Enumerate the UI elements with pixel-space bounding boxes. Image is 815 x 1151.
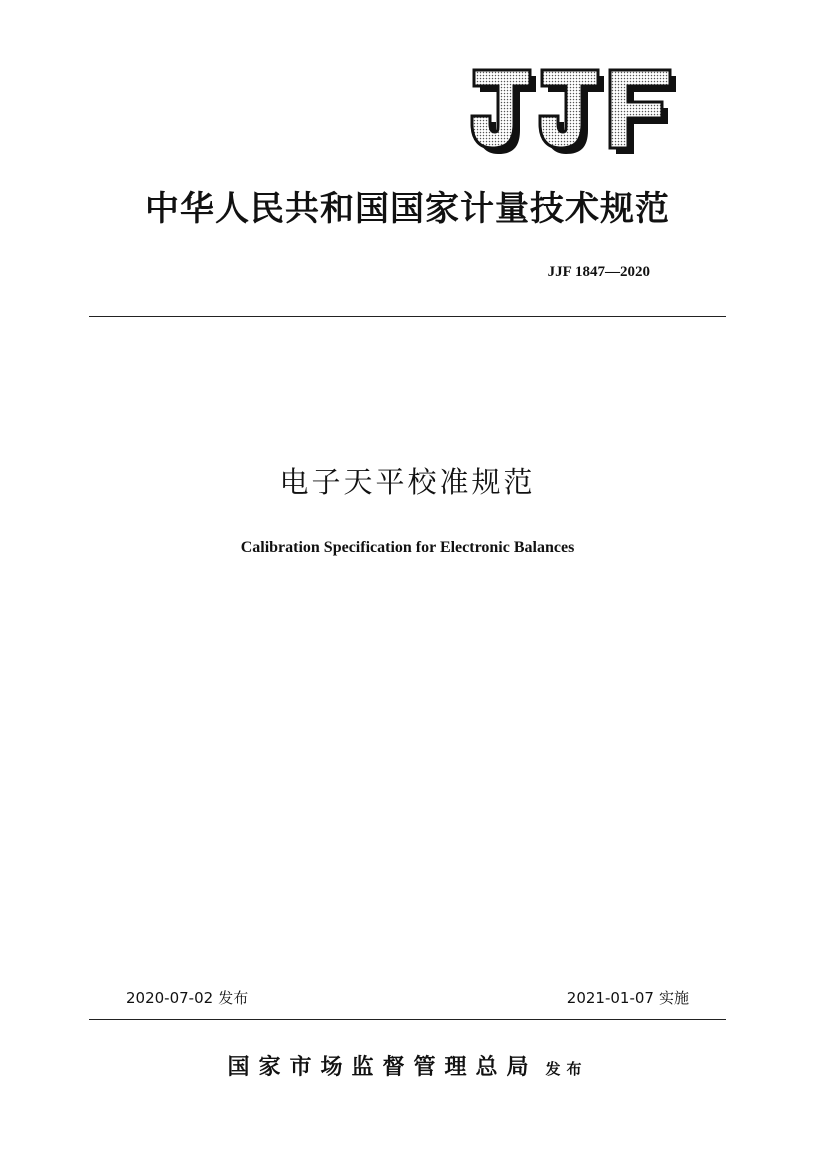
bottom-divider	[89, 1019, 726, 1020]
implement-label: 实施	[658, 989, 689, 1007]
implement-date: 2021-01-07	[566, 989, 654, 1007]
jjf-logo	[470, 68, 682, 156]
issue-date-line	[126, 987, 248, 1009]
document-title-zh: 电子天平校准规范	[279, 465, 536, 499]
issue-label: 发布	[218, 989, 249, 1007]
main-title: 中华人民共和国国家计量技术规范	[145, 189, 670, 229]
document-title-en: Calibration Specification for Electronic Balances	[240, 539, 575, 556]
issuer-name: 国家市场监督管理总局	[227, 1054, 538, 1080]
implement-date-line	[567, 987, 689, 1009]
issuer-line	[0, 1047, 815, 1089]
issue-date: 2020-07-02	[126, 989, 214, 1007]
issuer-action: 发布	[545, 1060, 588, 1078]
top-divider	[89, 316, 726, 317]
standard-code: JJF 1847—2020	[547, 264, 650, 280]
